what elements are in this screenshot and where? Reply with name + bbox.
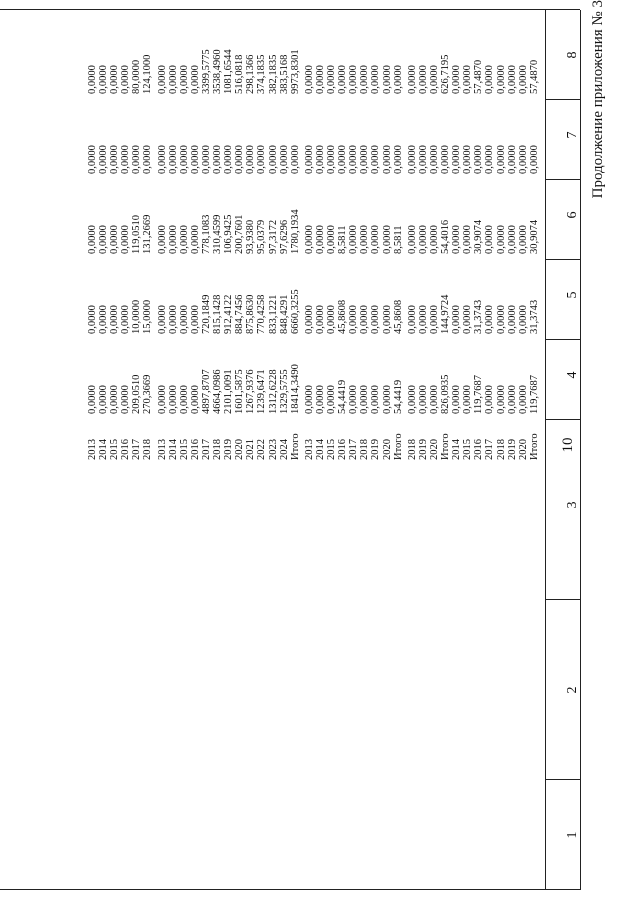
table-cell: 0,0000 — [303, 65, 315, 94]
table-cell: 848,4291 — [278, 294, 290, 334]
table-cell: 0,0000 — [462, 225, 474, 254]
table-cell: Итого — [289, 433, 301, 460]
table-cell: 0,0000 — [189, 385, 201, 414]
table-cell: 0,0000 — [428, 385, 440, 414]
table-cell: 2018 — [212, 439, 224, 460]
table-cell: 0,0000 — [517, 225, 529, 254]
table-col-border — [545, 259, 580, 260]
table-cell: 2018 — [406, 439, 418, 460]
table-cell: 0,0000 — [359, 65, 371, 94]
table-cell: 0,0000 — [484, 145, 496, 174]
table-cell: 0,0000 — [348, 145, 360, 174]
table-cell: 2016 — [473, 439, 485, 460]
table-cell: 1601,5875 — [234, 369, 246, 414]
value-column — [87, 215, 154, 254]
value-column — [157, 364, 301, 414]
table-cell: 2017 — [484, 439, 496, 460]
table-cell: 383,5168 — [278, 54, 290, 94]
table-cell: 0,0000 — [326, 385, 338, 414]
table-col-border — [545, 599, 580, 600]
table-cell: 0,0000 — [337, 145, 349, 174]
table-cell: 80,0000 — [131, 59, 143, 94]
table-cell: 1312,6228 — [267, 369, 279, 414]
table-cell: 0,0000 — [314, 385, 326, 414]
table-cell: 0,0000 — [417, 65, 429, 94]
table-cell: 0,0000 — [451, 225, 463, 254]
table-cell: 30,9074 — [528, 219, 540, 254]
table-cell: 93,9380 — [245, 219, 257, 254]
value-column — [407, 295, 540, 334]
table-cell: 4664,0986 — [212, 369, 224, 414]
table-cell: 0,0000 — [484, 385, 496, 414]
table-cell: 0,0000 — [120, 305, 132, 334]
table-cell: 310,4599 — [212, 214, 224, 254]
table-cell: 200,7601 — [234, 214, 246, 254]
header-col-4: 4 — [565, 371, 580, 379]
table-cell: 833,1221 — [267, 294, 279, 334]
header-separator — [545, 10, 546, 890]
table-cell: 1267,9376 — [245, 369, 257, 414]
table-cell: 626,7195 — [440, 54, 452, 94]
table-col-border — [545, 779, 580, 780]
table-cell: 0,0000 — [167, 385, 179, 414]
table-cell: 31,3743 — [528, 299, 540, 334]
table-cell: 0,0000 — [87, 145, 98, 174]
table-cell: 119,7687 — [528, 375, 540, 414]
table-cell: Итого — [392, 433, 404, 460]
table-cell: 298,1366 — [245, 54, 257, 94]
table-cell: 0,0000 — [495, 385, 507, 414]
table-cell: 0,0000 — [156, 305, 168, 334]
table-cell: 0,0000 — [120, 65, 132, 94]
table-cell: 2020 — [381, 439, 393, 460]
table-cell: 0,0000 — [517, 305, 529, 334]
table-cell: 8,5811 — [337, 225, 349, 254]
value-column — [157, 209, 301, 254]
table-cell: 0,0000 — [406, 385, 418, 414]
table-cell: 778,1083 — [200, 214, 212, 254]
value-column — [304, 65, 404, 94]
table-cell: 95,0379 — [256, 219, 268, 254]
table-cell: 4897,8707 — [200, 369, 212, 414]
table-cell: 57,4870 — [473, 59, 485, 94]
table-cell: 0,0000 — [517, 385, 529, 414]
table-cell: 0,0000 — [234, 145, 246, 174]
table-cell: 54,4016 — [440, 219, 452, 254]
table-cell: 2023 — [267, 439, 279, 460]
table-cell: 0,0000 — [370, 225, 382, 254]
table-cell: 875,8630 — [245, 294, 257, 334]
table-cell: 30,9074 — [473, 219, 485, 254]
table-cell: 0,0000 — [462, 305, 474, 334]
table-cell: 0,0000 — [98, 385, 110, 414]
table-cell: 0,0000 — [462, 145, 474, 174]
value-column — [157, 145, 301, 174]
table-cell: 0,0000 — [462, 65, 474, 94]
table-cell: 0,0000 — [495, 65, 507, 94]
value-column — [87, 300, 154, 334]
table-cell: 3399,5775 — [200, 49, 212, 94]
table-cell: 1329,5755 — [278, 369, 290, 414]
table-cell: 54,4419 — [337, 379, 349, 414]
table-cell: 2016 — [337, 439, 349, 460]
value-column — [87, 55, 154, 94]
table-cell: 0,0000 — [120, 385, 132, 414]
table-cell: 0,0000 — [156, 385, 168, 414]
table-cell: 0,0000 — [120, 225, 132, 254]
table-cell: 0,0000 — [462, 385, 474, 414]
table-cell: 0,0000 — [370, 65, 382, 94]
table-cell: 0,0000 — [484, 305, 496, 334]
table-cell: 31,3743 — [473, 299, 485, 334]
table-cell: 3538,4960 — [212, 49, 224, 94]
table-cell: 0,0000 — [473, 145, 485, 174]
table-cell: 270,3669 — [142, 374, 154, 414]
table-cell: 0,0000 — [189, 225, 201, 254]
table-cell: 0,0000 — [451, 65, 463, 94]
table-cell: 0,0000 — [381, 385, 393, 414]
table-cell: 0,0000 — [359, 145, 371, 174]
table-cell: 0,0000 — [406, 305, 418, 334]
table-cell: 0,0000 — [267, 145, 279, 174]
table-cell: 0,0000 — [109, 225, 121, 254]
table-cell: 0,0000 — [337, 65, 349, 94]
table-cell: 1239,6471 — [256, 369, 268, 414]
table-cell: 0,0000 — [506, 65, 518, 94]
table-cell: 0,0000 — [506, 145, 518, 174]
table-cell: 2015 — [109, 439, 121, 460]
table-cell: 2017 — [131, 439, 143, 460]
value-column — [407, 220, 540, 254]
table-cell: 0,0000 — [506, 385, 518, 414]
value-column — [304, 433, 404, 460]
table-cell: 0,0000 — [98, 145, 110, 174]
table-cell: 2019 — [223, 439, 235, 460]
table-cell: 0,0000 — [495, 305, 507, 334]
header-col-5: 5 — [565, 291, 580, 299]
table-cell: 0,0000 — [245, 145, 257, 174]
table-top-border — [580, 10, 581, 890]
table-cell: 0,0000 — [517, 65, 529, 94]
table-cell: 0,0000 — [223, 145, 235, 174]
table-cell: 0,0000 — [256, 145, 268, 174]
table-cell: 0,0000 — [289, 145, 301, 174]
header-col-1: 1 — [565, 831, 580, 839]
value-column — [157, 289, 301, 334]
table-cell: 0,0000 — [178, 385, 190, 414]
table-cell: 1780,1934 — [289, 209, 301, 254]
table-cell: 0,0000 — [406, 225, 418, 254]
table-cell: 0,0000 — [178, 305, 190, 334]
table-cell: 0,0000 — [428, 65, 440, 94]
table-cell: 2014 — [451, 439, 463, 460]
table-cell: 815,1428 — [212, 294, 224, 334]
value-column — [304, 225, 404, 254]
table-cell: 2021 — [245, 439, 257, 460]
appendix-caption: Продолжение приложения № 3 — [590, 0, 606, 199]
table-cell: 0,0000 — [120, 145, 132, 174]
table-col-border — [0, 9, 580, 10]
table-cell: 0,0000 — [506, 225, 518, 254]
table-cell: 0,0000 — [109, 145, 121, 174]
value-column — [87, 375, 154, 414]
table-cell: 119,0510 — [131, 215, 143, 254]
table-cell: 57,4870 — [528, 59, 540, 94]
table-cell: 0,0000 — [98, 65, 110, 94]
table-cell: 0,0000 — [109, 65, 121, 94]
value-column — [157, 433, 301, 460]
table-cell: 0,0000 — [451, 305, 463, 334]
table-cell: 0,0000 — [212, 145, 224, 174]
table-cell: 0,0000 — [484, 65, 496, 94]
table-cell: 0,0000 — [109, 385, 121, 414]
header-col-3: 3 — [565, 501, 580, 509]
value-column — [304, 145, 404, 174]
table-cell: 0,0000 — [109, 305, 121, 334]
table-cell: 0,0000 — [303, 225, 315, 254]
table-cell: 2018 — [359, 439, 371, 460]
table-cell: 0,0000 — [381, 225, 393, 254]
table-cell: 8,5811 — [392, 225, 404, 254]
table-cell: 0,0000 — [417, 385, 429, 414]
header-col-7: 7 — [565, 131, 580, 139]
table-cell: 0,0000 — [428, 145, 440, 174]
table-col-border — [545, 339, 580, 340]
table-cell: 0,0000 — [87, 65, 98, 94]
table-cell: 0,0000 — [303, 385, 315, 414]
table-cell: 131,2669 — [142, 214, 154, 254]
header-col-2: 2 — [565, 686, 580, 694]
table-cell: 0,0000 — [359, 385, 371, 414]
table-cell: 0,0000 — [392, 145, 404, 174]
table-cell: 2014 — [98, 439, 110, 460]
table-cell: 0,0000 — [314, 145, 326, 174]
table-cell: 0,0000 — [189, 145, 201, 174]
table-cell: 124,1000 — [142, 54, 154, 94]
table-cell: 0,0000 — [200, 145, 212, 174]
table-cell: 826,0935 — [440, 374, 452, 414]
table-cell: 144,9724 — [440, 294, 452, 334]
table-cell: 720,1849 — [200, 294, 212, 334]
table-cell: 0,0000 — [417, 145, 429, 174]
value-column — [407, 55, 540, 94]
table-cell: 0,0000 — [495, 145, 507, 174]
table-cell: 2017 — [200, 439, 212, 460]
table-col-border — [545, 179, 580, 180]
table-cell: 0,0000 — [440, 145, 452, 174]
table-cell: 2013 — [87, 439, 98, 460]
table-cell: 2015 — [326, 439, 338, 460]
table-cell: 2022 — [256, 439, 268, 460]
table-cell: 2020 — [428, 439, 440, 460]
table-cell: 0,0000 — [370, 145, 382, 174]
table-cell: 54,4419 — [392, 379, 404, 414]
table-cell: 0,0000 — [178, 65, 190, 94]
table-cell: 45,8608 — [337, 299, 349, 334]
table-cell: 770,4258 — [256, 294, 268, 334]
value-column — [407, 375, 540, 414]
table-cell: 2020 — [234, 439, 246, 460]
table-cell: 0,0000 — [451, 385, 463, 414]
header-col-8: 8 — [565, 51, 580, 59]
table-cell: 0,0000 — [167, 65, 179, 94]
table-cell: 2019 — [417, 439, 429, 460]
table-cell: 0,0000 — [406, 65, 418, 94]
table-cell: 0,0000 — [314, 65, 326, 94]
table-cell: 0,0000 — [451, 145, 463, 174]
table-cell: 2014 — [167, 439, 179, 460]
table-cell: 2013 — [156, 439, 168, 460]
table-cell: 0,0000 — [156, 145, 168, 174]
value-column — [87, 439, 154, 460]
table-cell: 912,4122 — [223, 294, 235, 334]
table-cell: 2018 — [142, 439, 154, 460]
header-col-6: 6 — [565, 211, 580, 219]
table-cell: 0,0000 — [278, 145, 290, 174]
table-cell: 0,0000 — [189, 305, 201, 334]
table-cell: 45,8608 — [392, 299, 404, 334]
table-cell: 2015 — [178, 439, 190, 460]
table-col-border — [545, 419, 580, 420]
table-cell: 106,9425 — [223, 214, 235, 254]
table-cell: 6660,3255 — [289, 289, 301, 334]
table-cell: 2017 — [348, 439, 360, 460]
table-cell: 0,0000 — [392, 65, 404, 94]
table-cell: 0,0000 — [326, 305, 338, 334]
table-cell: 97,3172 — [267, 219, 279, 254]
table-cell: 0,0000 — [303, 145, 315, 174]
table-cell: 0,0000 — [167, 145, 179, 174]
table-cell: 2101,0091 — [223, 369, 235, 414]
table-cell: 0,0000 — [517, 145, 529, 174]
table-cell: 0,0000 — [495, 225, 507, 254]
table-cell: 0,0000 — [98, 225, 110, 254]
financing-table — [0, 10, 580, 890]
table-cell: 0,0000 — [428, 305, 440, 334]
table-cell: 0,0000 — [348, 225, 360, 254]
table-cell: 0,0000 — [370, 305, 382, 334]
table-col-border — [0, 889, 580, 890]
value-column — [407, 433, 540, 460]
value-column — [304, 300, 404, 334]
table-cell: 884,7456 — [234, 294, 246, 334]
table-cell: 2019 — [370, 439, 382, 460]
table-cell: 0,0000 — [142, 145, 154, 174]
table-cell: 2015 — [462, 439, 474, 460]
table-cell: 0,0000 — [428, 225, 440, 254]
table-cell: 0,0000 — [381, 65, 393, 94]
table-cell: 2019 — [506, 439, 518, 460]
table-col-border — [545, 99, 580, 100]
table-cell: 119,7687 — [473, 375, 485, 414]
table-cell: 0,0000 — [381, 305, 393, 334]
table-cell: 0,0000 — [370, 385, 382, 414]
table-cell: 0,0000 — [167, 225, 179, 254]
table-cell: 516,0818 — [234, 54, 246, 94]
value-column — [407, 145, 540, 174]
table-cell: 0,0000 — [314, 305, 326, 334]
table-cell: 0,0000 — [359, 225, 371, 254]
table-cell: 0,0000 — [326, 225, 338, 254]
value-column — [157, 49, 301, 94]
table-cell: 0,0000 — [348, 65, 360, 94]
table-cell: 18414,3490 — [289, 364, 301, 414]
table-cell: 0,0000 — [406, 145, 418, 174]
table-cell: 0,0000 — [189, 65, 201, 94]
table-cell: 0,0000 — [381, 145, 393, 174]
table-cell: 0,0000 — [131, 145, 143, 174]
table-cell: 2020 — [517, 439, 529, 460]
table-cell: 2016 — [189, 439, 201, 460]
table-cell: 0,0000 — [87, 305, 98, 334]
table-cell: 0,0000 — [359, 305, 371, 334]
table-cell: 0,0000 — [348, 305, 360, 334]
value-column — [304, 380, 404, 414]
table-cell: 0,0000 — [87, 385, 98, 414]
page-number: 10 — [560, 437, 576, 453]
table-cell: 0,0000 — [528, 145, 540, 174]
table-cell: 0,0000 — [98, 305, 110, 334]
table-cell: 0,0000 — [326, 145, 338, 174]
table-cell: 2014 — [314, 439, 326, 460]
table-cell: 0,0000 — [167, 305, 179, 334]
table-cell: 0,0000 — [484, 225, 496, 254]
table-cell: 9973,8301 — [289, 49, 301, 94]
table-cell: 0,0000 — [178, 225, 190, 254]
table-cell: 0,0000 — [156, 65, 168, 94]
table-cell: 0,0000 — [326, 65, 338, 94]
table-cell: 0,0000 — [156, 225, 168, 254]
table-cell: 209,0510 — [131, 374, 143, 414]
table-cell: 10,0000 — [131, 299, 143, 334]
table-cell: 374,1835 — [256, 54, 268, 94]
table-cell: 0,0000 — [87, 225, 98, 254]
table-cell: Итого — [528, 433, 540, 460]
table-cell: 2013 — [303, 439, 315, 460]
table-cell: 2024 — [278, 439, 290, 460]
table-cell: 0,0000 — [314, 225, 326, 254]
table-cell: 0,0000 — [348, 385, 360, 414]
table-cell: Итого — [440, 433, 452, 460]
table-cell: 382,1835 — [267, 54, 279, 94]
table-cell: 2016 — [120, 439, 132, 460]
table-cell: 0,0000 — [506, 305, 518, 334]
table-cell: 15,0000 — [142, 299, 154, 334]
table-cell: 0,0000 — [178, 145, 190, 174]
table-cell: 0,0000 — [417, 225, 429, 254]
table-cell: 97,6296 — [278, 219, 290, 254]
table-cell: 2018 — [495, 439, 507, 460]
table-cell: 0,0000 — [417, 305, 429, 334]
value-column — [87, 145, 154, 174]
table-cell: 0,0000 — [303, 305, 315, 334]
table-cell: 1081,6544 — [223, 49, 235, 94]
